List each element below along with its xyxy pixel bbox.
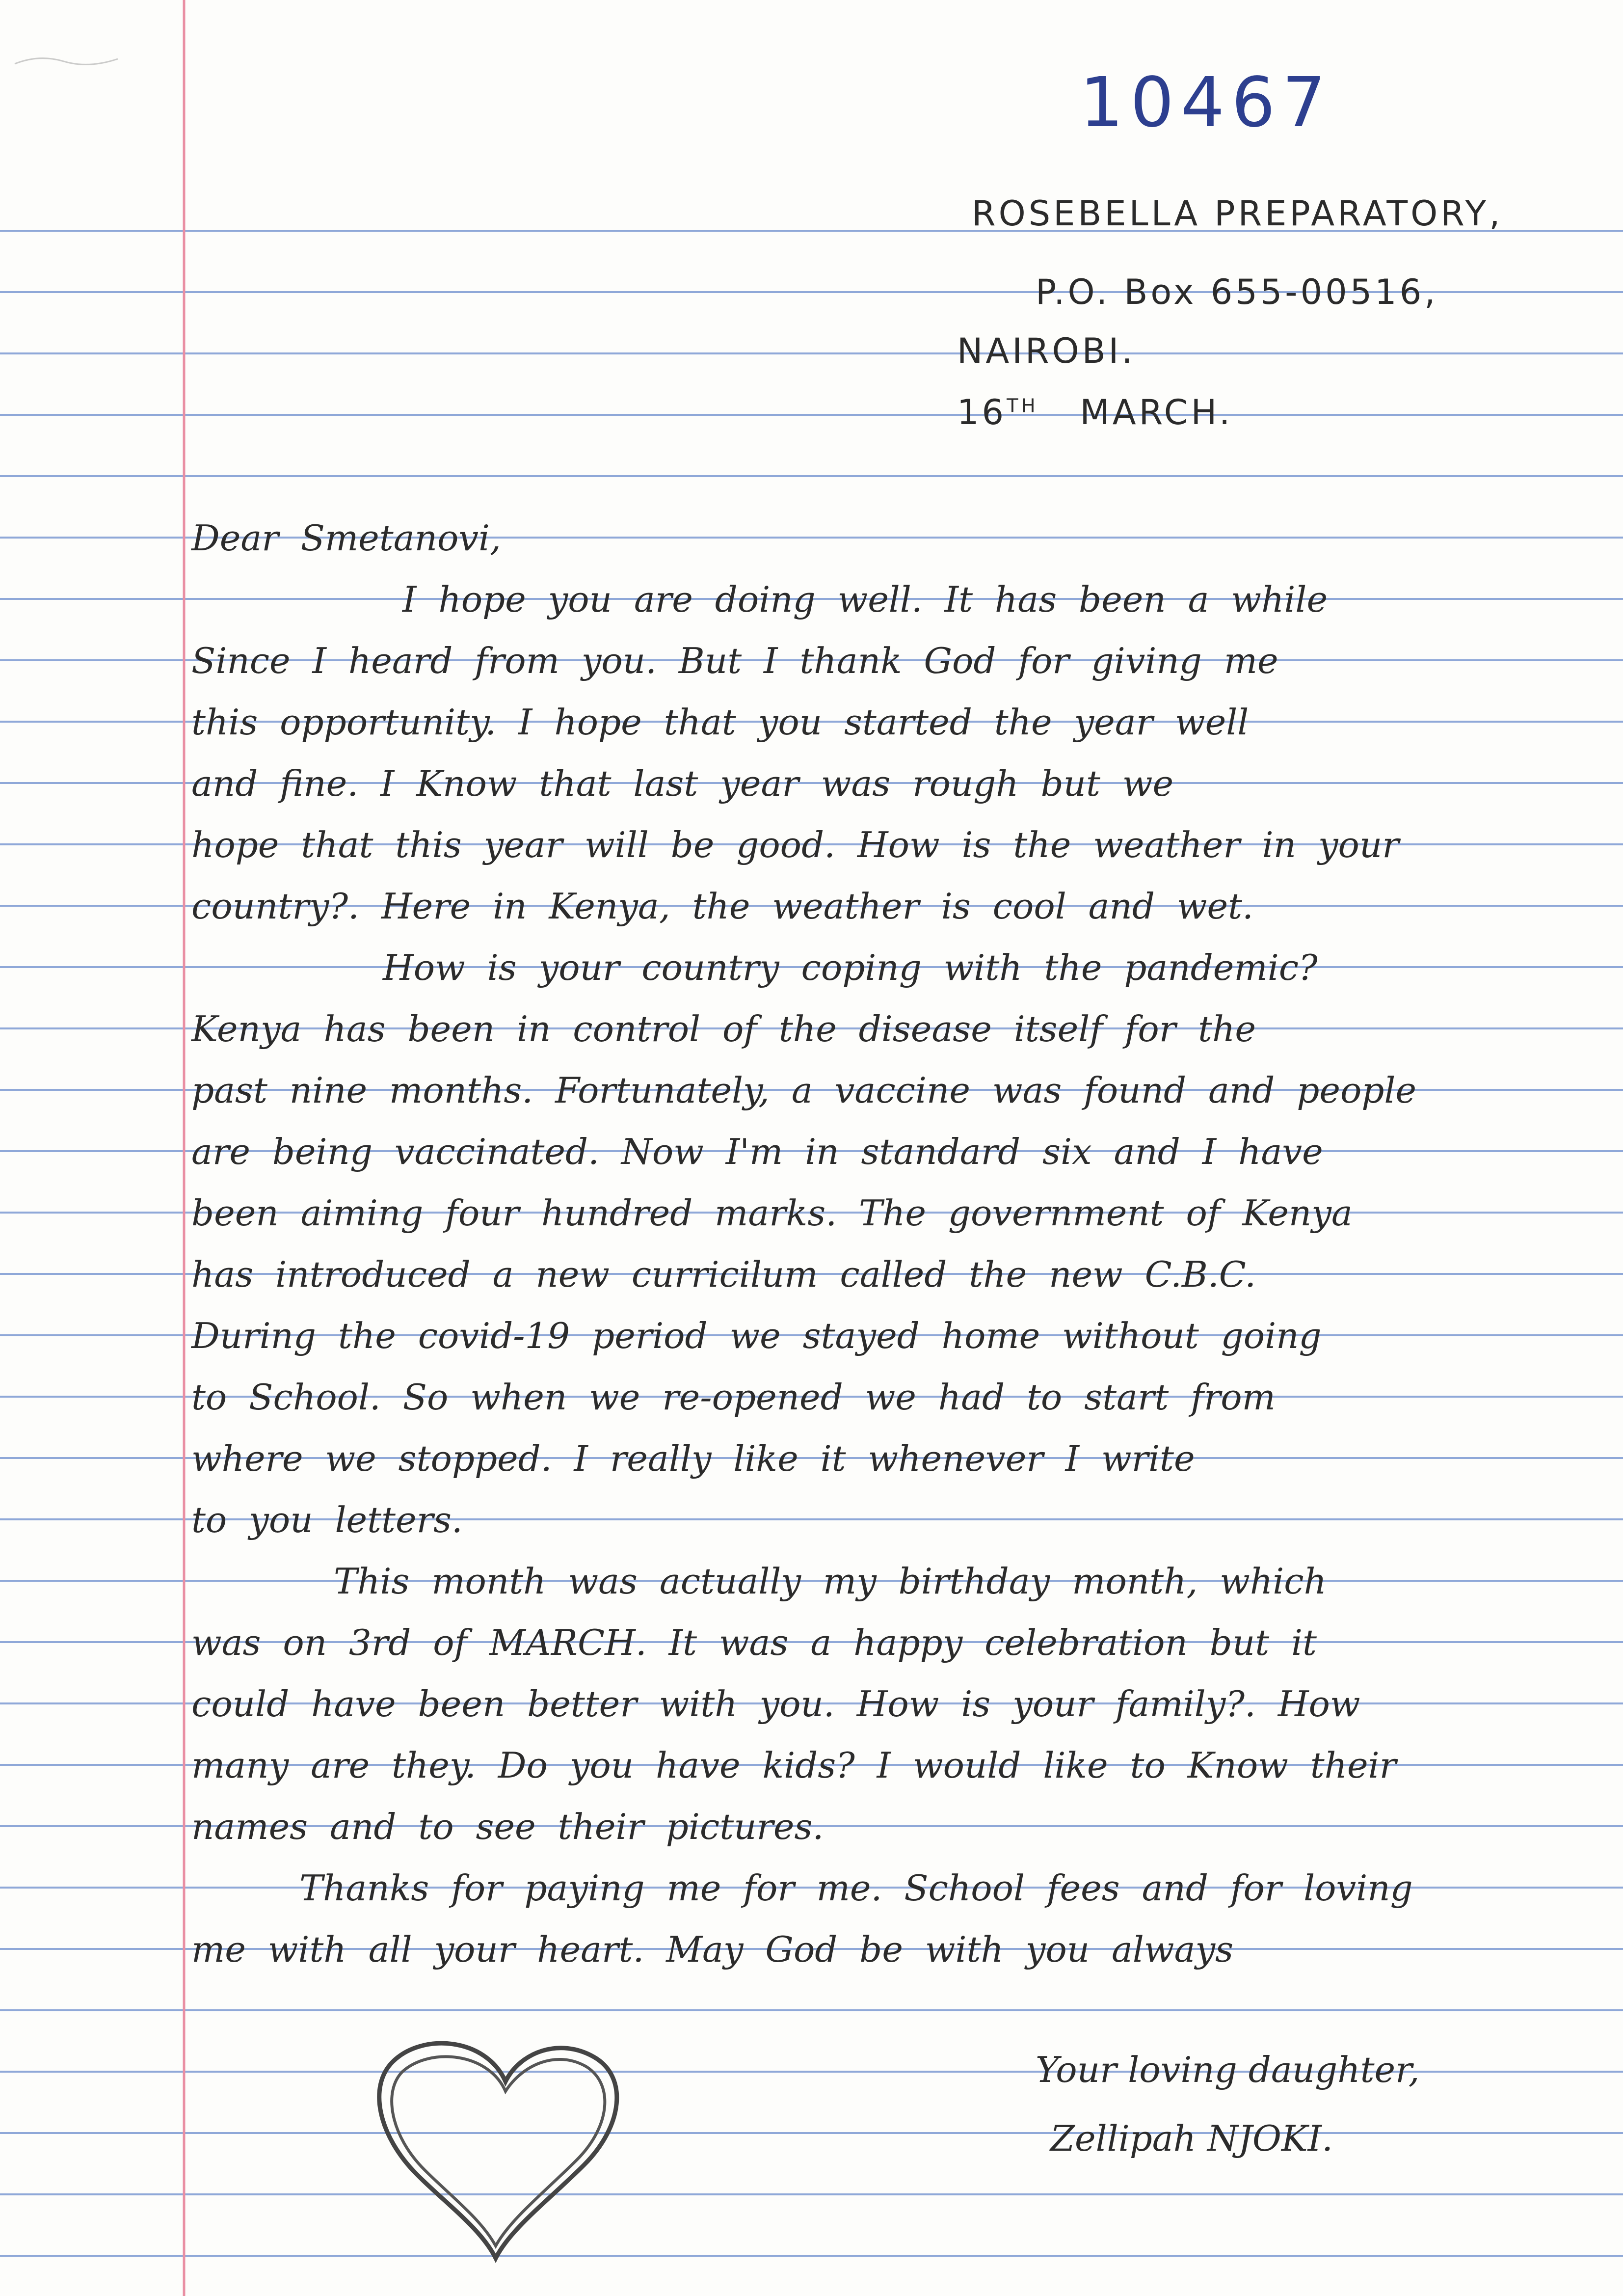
body-line: Thanks for paying me for me. School fees and for loving — [299, 1867, 1413, 1909]
address-box: P.O. Box 655-00516, — [1036, 272, 1438, 312]
salutation: Dear Smetanovi, — [191, 517, 501, 559]
body-line: During the covid-19 period we stayed home without going — [191, 1315, 1322, 1356]
address-city: NAIROBI. — [957, 331, 1136, 371]
body-line: are being vaccinated. Now I'm in standard six and I have — [191, 1131, 1323, 1172]
body-line: I hope you are doing well. It has been a while — [402, 579, 1328, 620]
body-line: and fine. I Know that last year was rough but we — [191, 763, 1174, 804]
body-line: Since I heard from you. But I thank God for giving me — [191, 640, 1278, 681]
body-line: names and to see their pictures. — [191, 1806, 824, 1847]
body-line: past nine months. Fortunately, a vaccine was found and people — [191, 1070, 1417, 1111]
body-line: this opportunity. I hope that you started the year well — [191, 702, 1249, 743]
body-line: hope that this year will be good. How is the weather in your — [191, 824, 1399, 865]
body-line: could have been better with you. How is your family?. How — [191, 1683, 1360, 1725]
body-line: where we stopped. I really like it whenever I write — [191, 1438, 1195, 1479]
closing: Your loving daughter, — [1036, 2049, 1420, 2090]
body-line: been aiming four hundred marks. The government of Kenya — [191, 1192, 1353, 1234]
address-date — [957, 392, 1233, 432]
body-line: How is your country coping with the pandemic? — [383, 947, 1318, 988]
scan-mark — [10, 44, 128, 74]
heart-drawing — [363, 2018, 648, 2273]
body-line: to you letters. — [191, 1499, 463, 1540]
date-month: MARCH. — [1080, 392, 1233, 432]
body-line: me with all your heart. May God be with you always — [191, 1929, 1234, 1970]
date-day: 16 — [957, 392, 1007, 432]
body-line: has introduced a new curricilum called the new C.B.C. — [191, 1254, 1256, 1295]
body-line: Kenya has been in control of the disease itself for the — [191, 1008, 1256, 1050]
date-suffix: TH — [1007, 395, 1038, 417]
body-line: This month was actually my birthday month, which — [334, 1561, 1327, 1602]
body-line: many are they. Do you have kids? I would like to Know their — [191, 1745, 1397, 1786]
signature: Zellipah NJOKI. — [1050, 2118, 1333, 2159]
serial-number: 10467 — [1080, 63, 1333, 143]
body-line: was on 3rd of MARCH. It was a happy celebration but it — [191, 1622, 1317, 1663]
body-line: country?. Here in Kenya, the weather is cool and wet. — [191, 886, 1253, 927]
address-school: ROSEBELLA PREPARATORY, — [972, 193, 1503, 234]
body-line: to School. So when we re-opened we had to start from — [191, 1377, 1276, 1418]
